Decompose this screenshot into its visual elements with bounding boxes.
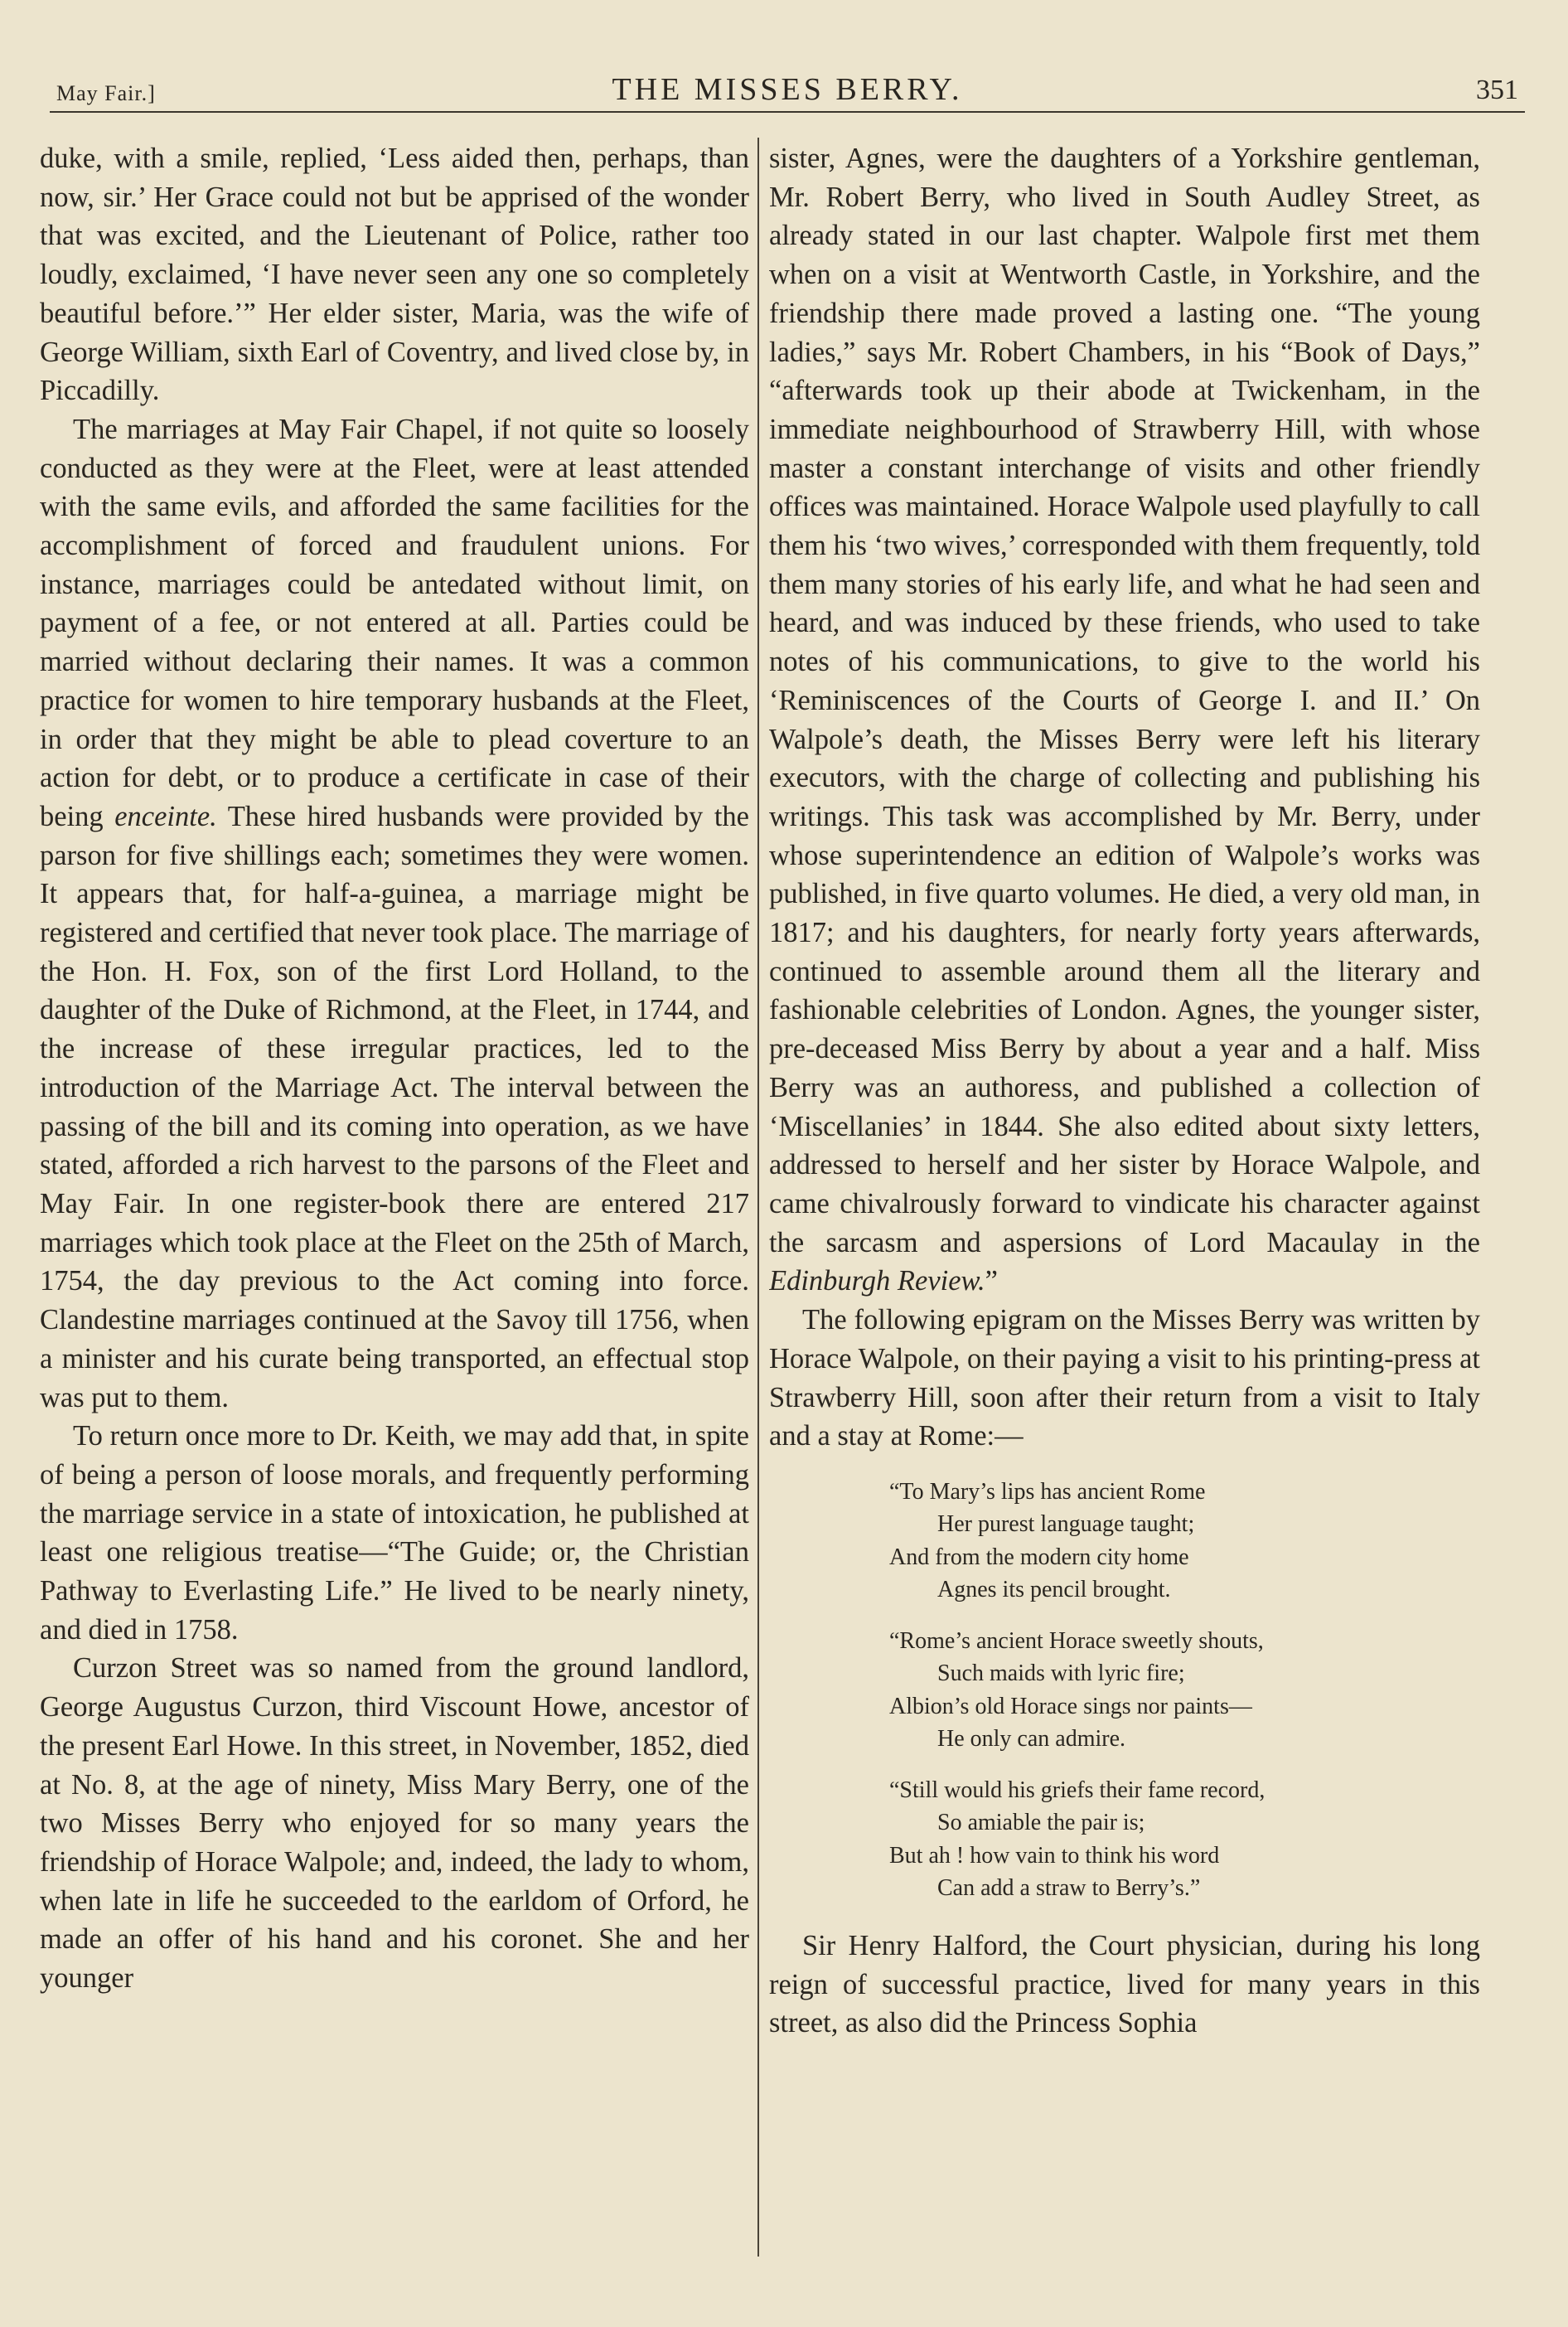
paragraph: Curzon Street was so named from the ground landlord, George Augustus Curzon, third Viscount Howe, ancestor of the present Earl Howe. In this street, in November, 1852, died at No. 8, at the age of ninety, Miss Mary Berry, one of the two Misses Berry who enjoyed for so many years the friendship of Horace Walpole; and, indeed, the lady to whom, when late in life he succeeded to the earldom of Orford, he made an offer of his hand and his coronet. She and her younger [40, 1652, 749, 1995]
verse-line: Albion’s old Horace sings nor paints— [889, 1693, 1252, 1719]
verse-line: Can add a straw to Berry’s.” [937, 1875, 1201, 1902]
page-number: 351 [1476, 75, 1518, 105]
verse-line: And from the modern city home [889, 1544, 1189, 1570]
verse-line: He only can admire. [937, 1726, 1126, 1753]
left-column [40, 139, 749, 2262]
stanza [769, 1476, 1480, 1607]
paragraph: duke, with a smile, replied, ‘Less aided then, perhaps, than now, sir.’ Her Grace could not but be apprised of the wonder that was excited, and the Lieutenant of Police, rather too loudly, exclaimed, ‘I have never seen any one so completely beautiful before.’” Her elder sister, Maria, was the wife of George William, sixth Earl of Coventry, and lived close by, in Piccadilly. [40, 143, 749, 407]
italic-term: enceinte. [114, 800, 217, 832]
header-title: THE MISSES BERRY. [612, 72, 963, 107]
epigram [769, 1476, 1480, 1905]
verse-line: “To Mary’s lips has ancient Rome [889, 1478, 1206, 1505]
verse-line: “Rome’s ancient Horace sweetly shouts, [889, 1627, 1264, 1654]
paragraph: Sir Henry Halford, the Court physician, during his long reign of successful practice, lived for many years in this street, as also did the Princess Sophia [769, 1929, 1480, 2039]
column-divider [757, 138, 759, 2257]
verse-line: So amiable the pair is; [937, 1810, 1145, 1836]
running-header [50, 68, 1525, 113]
right-column [769, 139, 1480, 2262]
verse-line: “Still would his griefs their fame record, [889, 1777, 1266, 1803]
verse-line: Such maids with lyric fire; [937, 1660, 1185, 1687]
verse-line: Her purest language taught; [937, 1511, 1195, 1538]
header-section-label: May Fair.] [56, 81, 156, 105]
stanza [769, 1625, 1480, 1756]
paragraph: To return once more to Dr. Keith, we may add that, in spite of being a person of loose morals, and frequently performing the marriage service in a state of intoxication, he published at least one religious treatise—“The Guide; or, the Christian Pathway to Everlasting Life.” He lived to be nearly ninety, and died in 1758. [40, 1420, 749, 1646]
paragraph: The following epigram on the Misses Berry was written by Horace Walpole, on their paying a visit to his printing-press at Strawberry Hill, soon after their return from a visit to Italy and a stay at Rome:— [769, 1304, 1480, 1452]
verse-line: Agnes its pencil brought. [937, 1577, 1171, 1603]
italic-title: Edinburgh Review. [769, 1265, 985, 1297]
verse-line: But ah ! how vain to think his word [889, 1842, 1220, 1869]
paragraph: The marriages at May Fair Chapel, if not quite so loosely conducted as they were at the Fleet, were at least attended with the same evils, and afforded the same facilities for the accomplishment of forced and fraudulent unions. For instance, marriages could be antedated without limit, on payment of a fee, or not entered at all. Parties could be married without declaring their names. It was a common practice for women to hire temporary husbands at the Fleet, in order that they might be able to plead coverture to an action for debt, or to produce a certificate in case of their being enceinte. These hired husbands were provided by the parson for five shillings each; sometimes they were women. It appears that, for half-a-guinea, a marriage might be registered and certified that never took place. The marriage of the Hon. H. Fox, son of the first Lord Holland, to the daughter of the Duke of Richmond, at the Fleet, in 1744, and the increase of these irregular practices, led to the introduction of the Marriage Act. The interval between the passing of the bill and its coming into operation, as we have stated, afforded a rich harvest to the parsons of the Fleet and May Fair. In one register-book there are entered 217 marriages which took place at the Fleet on the 25th of March, 1754, the day previous to the Act coming into force. Clandestine marriages continued at the Savoy till 1756, when a minister and his curate being transported, an effectual stop was put to them. [40, 413, 749, 1413]
stanza [769, 1774, 1480, 1905]
paragraph: sister, Agnes, were the daughters of a Yorkshire gentleman, Mr. Robert Berry, who lived in South Audley Street, as already stated in our last chapter. Walpole first met them when on a visit at Wentworth Castle, in Yorkshire, and the friendship there made proved a lasting one. “The young ladies,” says Mr. Robert Chambers, in his “Book of Days,” “afterwards took up their abode at Twickenham, in the immediate neighbourhood of Strawberry Hill, with whose master a constant interchange of visits and other friendly offices was maintained. Horace Walpole used playfully to call them his ‘two wives,’ corresponded with them frequently, told them many stories of his early life, and what he had seen and heard, and was induced by these friends, who used to take notes of his communications, to give to the world his ‘Reminiscences of the Courts of George I. and II.’ On Walpole’s death, the Misses Berry were left his literary executors, with the charge of collecting and publishing his writings. This task was accomplished by Mr. Berry, under whose superintendence an edition of Walpole’s works was published, in five quarto volumes. He died, a very old man, in 1817; and his daughters, for nearly forty years afterwards, continued to assemble around them all the literary and fashionable celebrities of London. Agnes, the younger sister, pre-deceased Miss Berry by about a year and a half. Miss Berry was an authoress, and published a collection of ‘Miscellanies’ in 1844. She also edited about sixty letters, addressed to herself and her sister by Horace Walpole, and came chivalrously forward to vindicate his character against the sarcasm and aspersions of Lord Macaulay in the Edinburgh Review.” [769, 143, 1480, 1297]
